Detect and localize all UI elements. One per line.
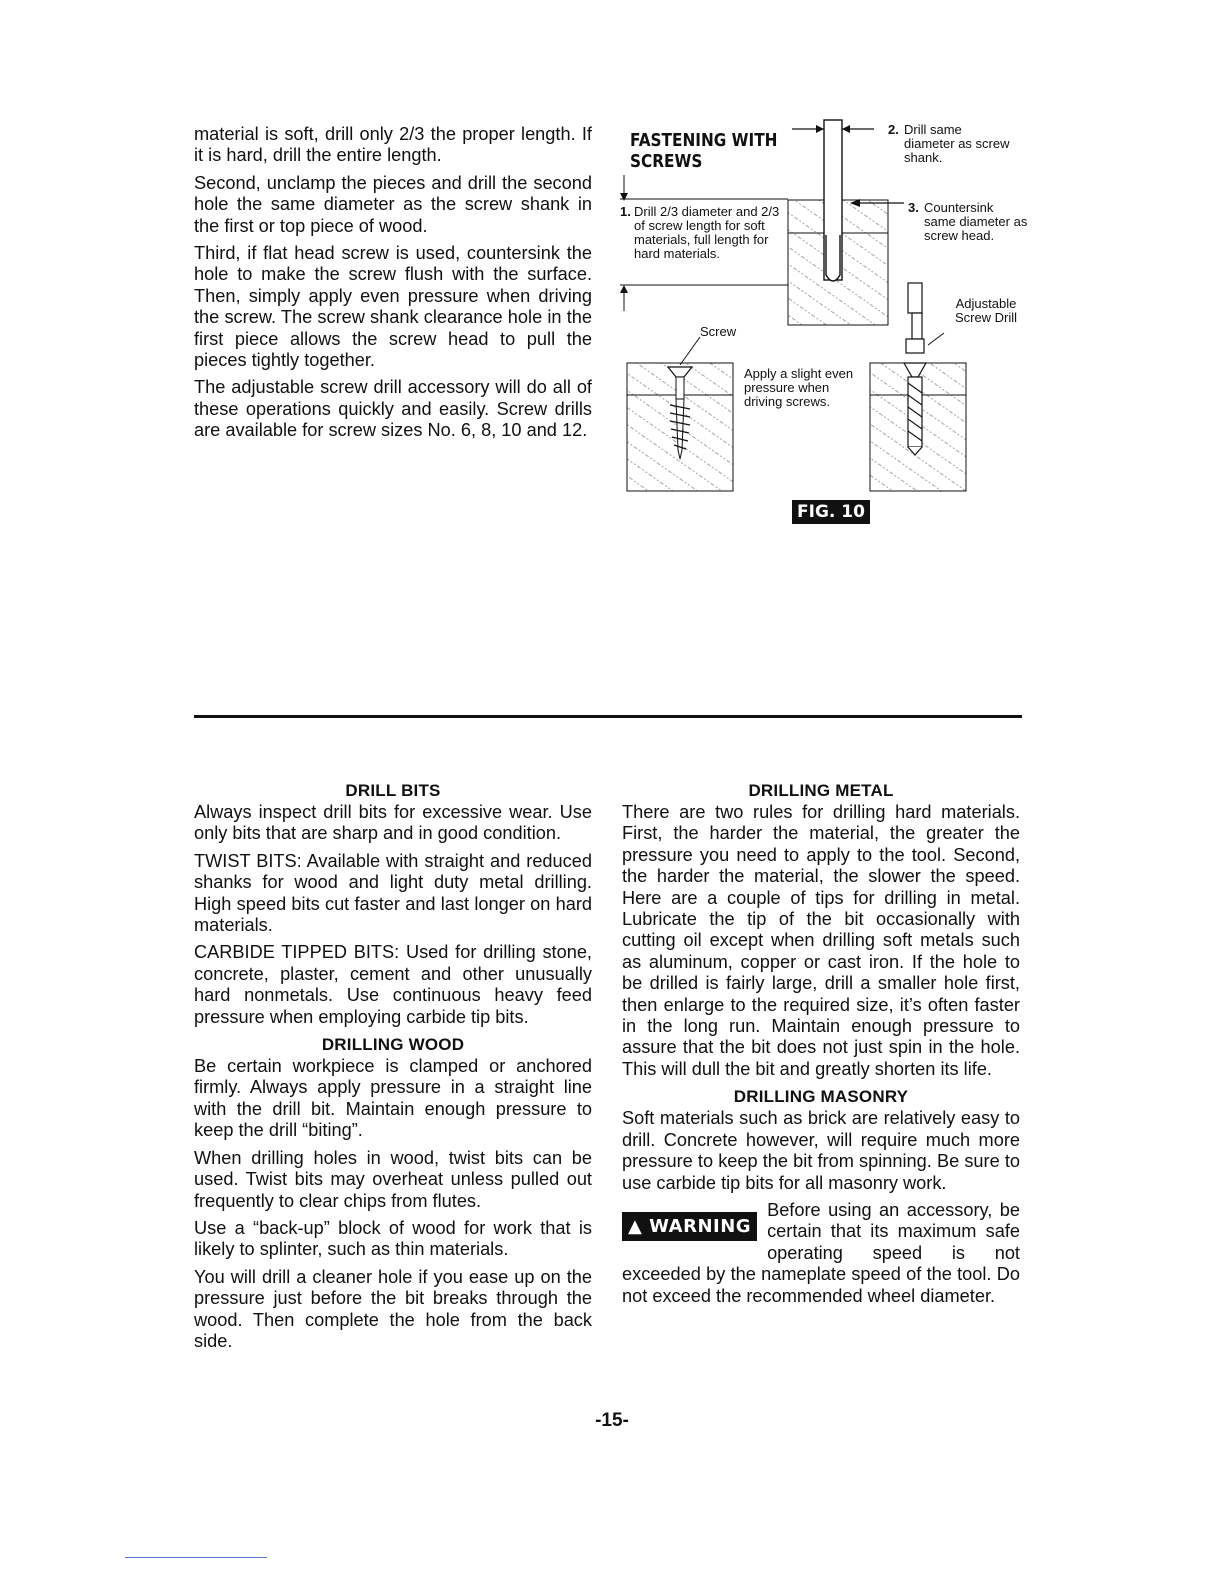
screw-diagram-illustration: [612, 115, 1032, 535]
intro-text-column: [194, 124, 592, 448]
paragraph: Second, unclamp the pieces and drill the second hole the same diameter as the screw shank in the first or top piece of wood.: [194, 172, 592, 236]
paragraph: There are two rules for drilling hard materials. First, the harder the material, the greater the pressure you need to apply to the tool. Second, the harder the material, the slower the speed. Here are a couple of tips for drilling in metal. Lubricate the tip of the bit occasionally with cutting oil except when drilling soft metals such as aluminum, copper or cast iron. If the hole to be drilled is fairly large, drill a smaller hole first, then enlarge to the required size, it’s often faster in the long run. Maintain enough pressure to assure that the bit does not just spin in the hole. This will dull the bit and greatly shorten its life.: [622, 802, 1020, 1079]
paragraph: You will drill a cleaner hole if you ease up on the pressure just before the bit breaks through the wood. Then complete the hole from the back side.: [194, 1266, 592, 1351]
warning-label: WARNING: [649, 1215, 752, 1237]
paragraph: material is soft, drill only 2/3 the proper length. If it is hard, drill the entire length.: [194, 124, 592, 166]
drill-bits-heading: DRILL BITS: [345, 781, 441, 800]
apply-pressure-label: Apply a slight even pressure when driving screws.: [744, 366, 854, 409]
footer-rule: [125, 1557, 267, 1558]
paragraph: Always inspect drill bits for excessive wear. Use only bits that are sharp and in good condition.: [194, 802, 592, 844]
fastening-screws-figure: [612, 115, 1032, 535]
paragraph: TWIST BITS: Available with straight and reduced shanks for wood and light duty metal drilling. High speed bits cut faster and last longer on hard materials.: [194, 850, 592, 936]
drilling-masonry-heading: DRILLING MASONRY: [733, 1087, 909, 1107]
left-text-column: [194, 780, 592, 1358]
warning-badge: [622, 1212, 757, 1241]
step-2-label: Drill same diameter as screw shank.: [904, 122, 1010, 165]
step-1-label: Drill 2/3 diameter and 2/3 of screw length for soft materials, full length for hard materials.: [634, 205, 784, 261]
section-divider: [194, 715, 1022, 718]
warning-triangle-icon: ▲: [628, 1215, 643, 1237]
figure-title-line-1: FASTENING WITH: [630, 130, 778, 151]
warning-block: [622, 1200, 1020, 1307]
right-text-column: [622, 780, 1020, 1313]
step-1-number: 1.: [620, 204, 631, 219]
screw-label: Screw: [700, 324, 737, 339]
page-number: -15-: [595, 1410, 629, 1431]
drilling-metal-heading: DRILLING METAL: [748, 781, 894, 800]
paragraph: Use a “back-up” block of wood for work that is likely to splinter, such as thin materials.: [194, 1217, 592, 1260]
paragraph: Third, if flat head screw is used, countersink the hole to make the screw flush with the surface. Then, simply apply even pressure when driving the screw. The screw shank clearance hole in the first piece allows the screw head to pull the pieces tightly together.: [194, 243, 592, 371]
figure-number-badge: FIG. 10: [792, 500, 870, 524]
warning-text: Before using an accessory, be certain that its maximum safe operating speed is not exceeded by the nameplate speed of the tool. Do not exceed the recommended wheel diameter.: [622, 1199, 1020, 1306]
drilling-wood-heading: DRILLING WOOD: [321, 1035, 465, 1055]
figure-title-line-2: SCREWS: [630, 151, 703, 172]
paragraph: CARBIDE TIPPED BITS: Used for drilling stone, concrete, plaster, cement and other unusually hard nonmetals. Use continuous heavy feed pressure when employing carbide tip bits.: [194, 942, 592, 1027]
adjustable-screw-drill-label: Adjustable Screw Drill: [954, 296, 1018, 325]
paragraph: Be certain workpiece is clamped or anchored firmly. Always apply pressure in a straight line with the drill bit. Maintain enough pressure to keep the drill “biting”.: [194, 1056, 592, 1141]
paragraph: Soft materials such as brick are relatively easy to drill. Concrete however, will require much more pressure to keep the bit from spinning. Be sure to use carbide tip bits for all masonry work.: [622, 1108, 1020, 1193]
paragraph: The adjustable screw drill accessory will do all of these operations quickly and easily. Screw drills are available for screw sizes No. 6, 8, 10 and 12.: [194, 377, 592, 441]
step-3-number: 3.: [908, 200, 919, 215]
paragraph: When drilling holes in wood, twist bits can be used. Twist bits may overheat unless pulled out frequently to clear chips from flutes.: [194, 1147, 592, 1211]
step-3-label: Countersink same diameter as screw head.: [924, 200, 1028, 243]
step-2-number: 2.: [888, 122, 899, 137]
